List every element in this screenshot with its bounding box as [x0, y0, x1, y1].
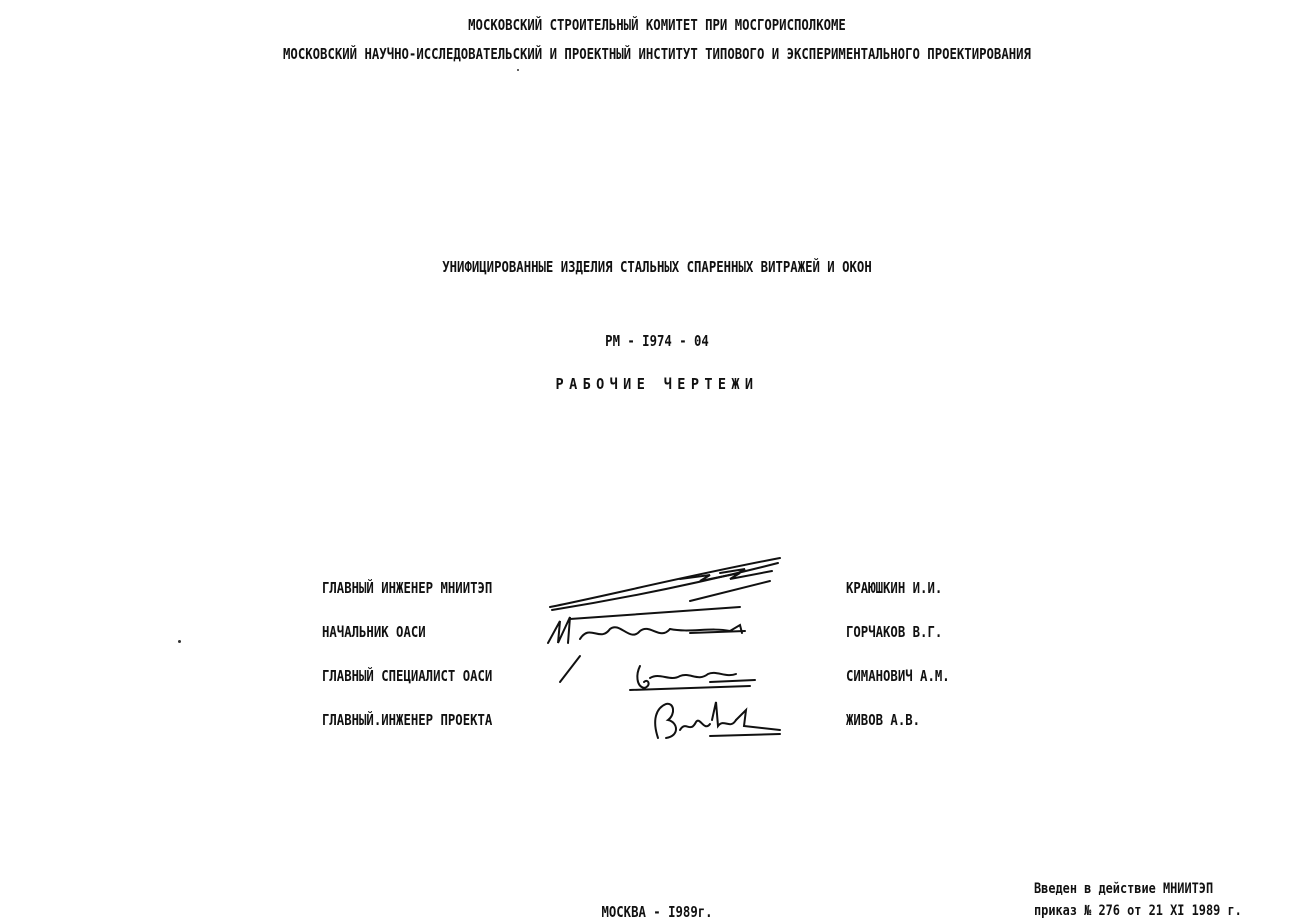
signatory-name: СИМАНОВИЧ А.М. [846, 667, 950, 685]
committee-header: МОСКОВСКИЙ СТРОИТЕЛЬНЫЙ КОМИТЕТ ПРИ МОСГОРИСПОЛКОМЕ [468, 16, 846, 34]
signatory-role: ГЛАВНЫЙ.ИНЖЕНЕР ПРОЕКТА [322, 711, 493, 729]
document-type: РАБОЧИЕ ЧЕРТЕЖИ [555, 375, 759, 393]
stray-mark [517, 69, 519, 71]
signature-zhivov [540, 690, 800, 750]
signatory-name: КРАЮШКИН И.И. [846, 579, 943, 597]
city-year: МОСКВА - I989г. [601, 903, 713, 921]
document-title: УНИФИЦИРОВАННЫЕ ИЗДЕЛИЯ СТАЛЬНЫХ СПАРЕННЫХ ВИТРАЖЕЙ И ОКОН [442, 258, 872, 276]
enactment-note: Введен в действие МНИИТЭП [1034, 881, 1214, 897]
signatory-role: НАЧАЛЬНИК ОАСИ [322, 623, 426, 641]
signatory-name: ЖИВОВ А.В. [846, 711, 921, 729]
order-reference: приказ № 276 от 21 XI 1989 г. [1034, 903, 1242, 919]
stray-mark [178, 640, 181, 643]
document-code: РМ - I974 - 04 [605, 332, 709, 350]
signatory-role: ГЛАВНЫЙ ИНЖЕНЕР МНИИТЭП [322, 579, 493, 597]
institute-header: МОСКОВСКИЙ НАУЧНО-ИССЛЕДОВАТЕЛЬСКИЙ И ПРОЕКТНЫЙ ИНСТИТУТ ТИПОВОГО И ЭКСПЕРИМЕНТАЛЬНОГО ПРОЕКТИРОВАНИЯ [283, 45, 1031, 63]
signatory-name: ГОРЧАКОВ В.Г. [846, 623, 943, 641]
signatory-role: ГЛАВНЫЙ СПЕЦИАЛИСТ ОАСИ [322, 667, 493, 685]
